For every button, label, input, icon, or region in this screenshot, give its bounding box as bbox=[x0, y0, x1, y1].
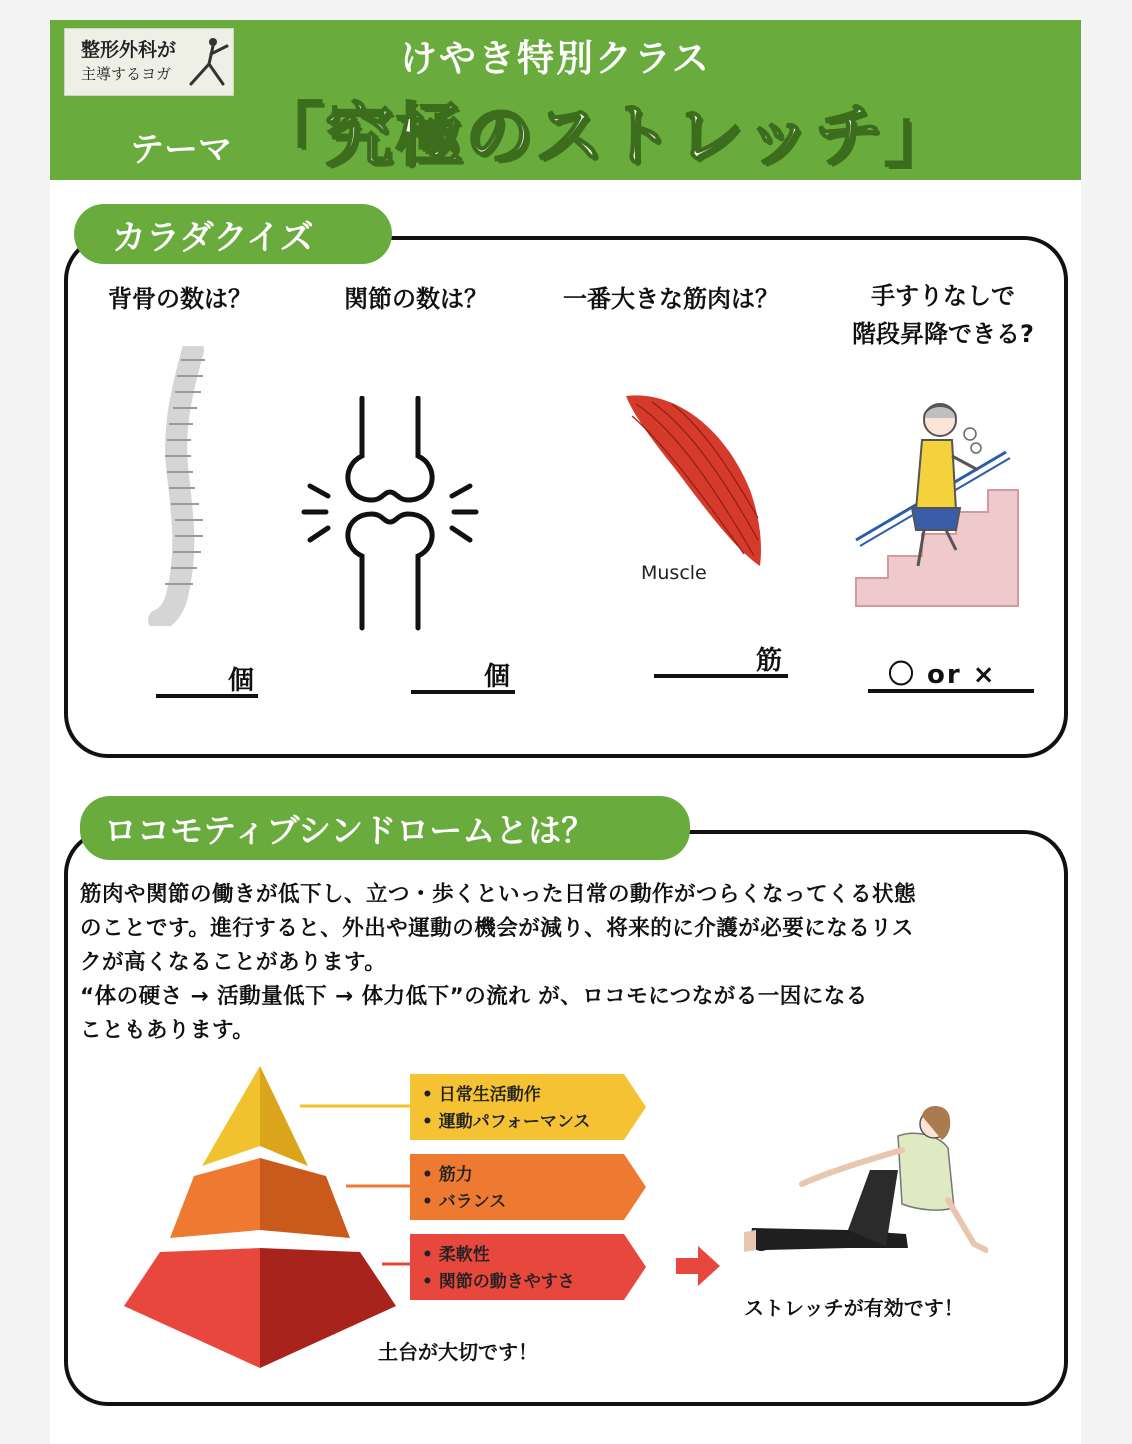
quiz-heading bbox=[74, 204, 392, 264]
quiz-question-3: 一番大きな筋肉は？ bbox=[563, 285, 779, 313]
quiz-question-2: 関節の数は？ bbox=[344, 285, 488, 313]
pyramid-diagram bbox=[120, 1062, 410, 1372]
joint-icon bbox=[300, 396, 480, 632]
stretch-caption: ストレッチが有効です！ bbox=[744, 1296, 964, 1320]
locomo-description bbox=[80, 878, 1055, 1048]
muscle-icon bbox=[616, 390, 776, 580]
tag-middle-line1: • 筋力 bbox=[422, 1165, 473, 1185]
locomo-heading-text: ロコモティブシンドロームとは？ bbox=[104, 810, 595, 850]
answer-suffix-3: 筋 bbox=[756, 646, 783, 676]
quiz-question-4-line2: 階段昇降できる? bbox=[852, 320, 1034, 348]
main-title: 「究極のストレッチ」 bbox=[255, 97, 955, 176]
logo-line2: 主導するヨガ bbox=[81, 65, 172, 83]
description-line: のことです。進行すると、外出や運動の機会が減り、将来的に介護が必要になるリス bbox=[80, 916, 914, 941]
quiz-question-1: 背骨の数は？ bbox=[108, 285, 252, 313]
description-line: クが高くなることがあります。 bbox=[80, 950, 387, 975]
right-arrow-icon bbox=[676, 1246, 720, 1286]
tag-top-line1: • 日常生活動作 bbox=[422, 1085, 541, 1105]
locomo-heading bbox=[80, 796, 690, 860]
tag-bottom-line1: • 柔軟性 bbox=[422, 1245, 490, 1265]
pyramid-tag-middle bbox=[410, 1154, 646, 1220]
stairs-woman-illustration bbox=[852, 400, 1022, 610]
logo-line1: 整形外科が bbox=[81, 39, 177, 61]
pyramid-caption: 土台が大切です！ bbox=[378, 1340, 538, 1364]
class-subtitle: けやき特別クラス bbox=[400, 37, 711, 80]
pyramid-tag-top bbox=[410, 1074, 646, 1140]
tag-middle-line2: • バランス bbox=[422, 1192, 507, 1212]
stretching-woman-illustration bbox=[738, 1100, 988, 1280]
answer-suffix-2: 個 bbox=[484, 662, 511, 692]
tag-bottom-line2: • 関節の動きやすさ bbox=[422, 1272, 575, 1292]
answer-suffix-4: 〇 or × bbox=[888, 660, 997, 690]
quiz-heading-text: カラダクイズ bbox=[112, 217, 314, 258]
spine-icon bbox=[145, 346, 225, 626]
tag-top-line2: • 運動パフォーマンス bbox=[422, 1112, 591, 1132]
description-line: “体の硬さ → 活動量低下 → 体力低下”の流れ が、ロコモにつながる一因になる bbox=[80, 984, 868, 1009]
theme-label: テーマ bbox=[130, 130, 232, 170]
quiz-question-4-line1: 手すりなしで bbox=[871, 282, 1015, 310]
description-line: こともあります。 bbox=[80, 1018, 255, 1043]
muscle-label: Muscle bbox=[641, 562, 707, 584]
answer-suffix-1: 個 bbox=[228, 666, 255, 696]
description-line: 筋肉や関節の働きが低下し、立つ・歩くといった日常の動作がつらくなってくる状態 bbox=[80, 882, 917, 907]
logo bbox=[64, 28, 234, 96]
yoga-pose-icon bbox=[183, 34, 231, 90]
pyramid-tag-bottom bbox=[410, 1234, 646, 1300]
